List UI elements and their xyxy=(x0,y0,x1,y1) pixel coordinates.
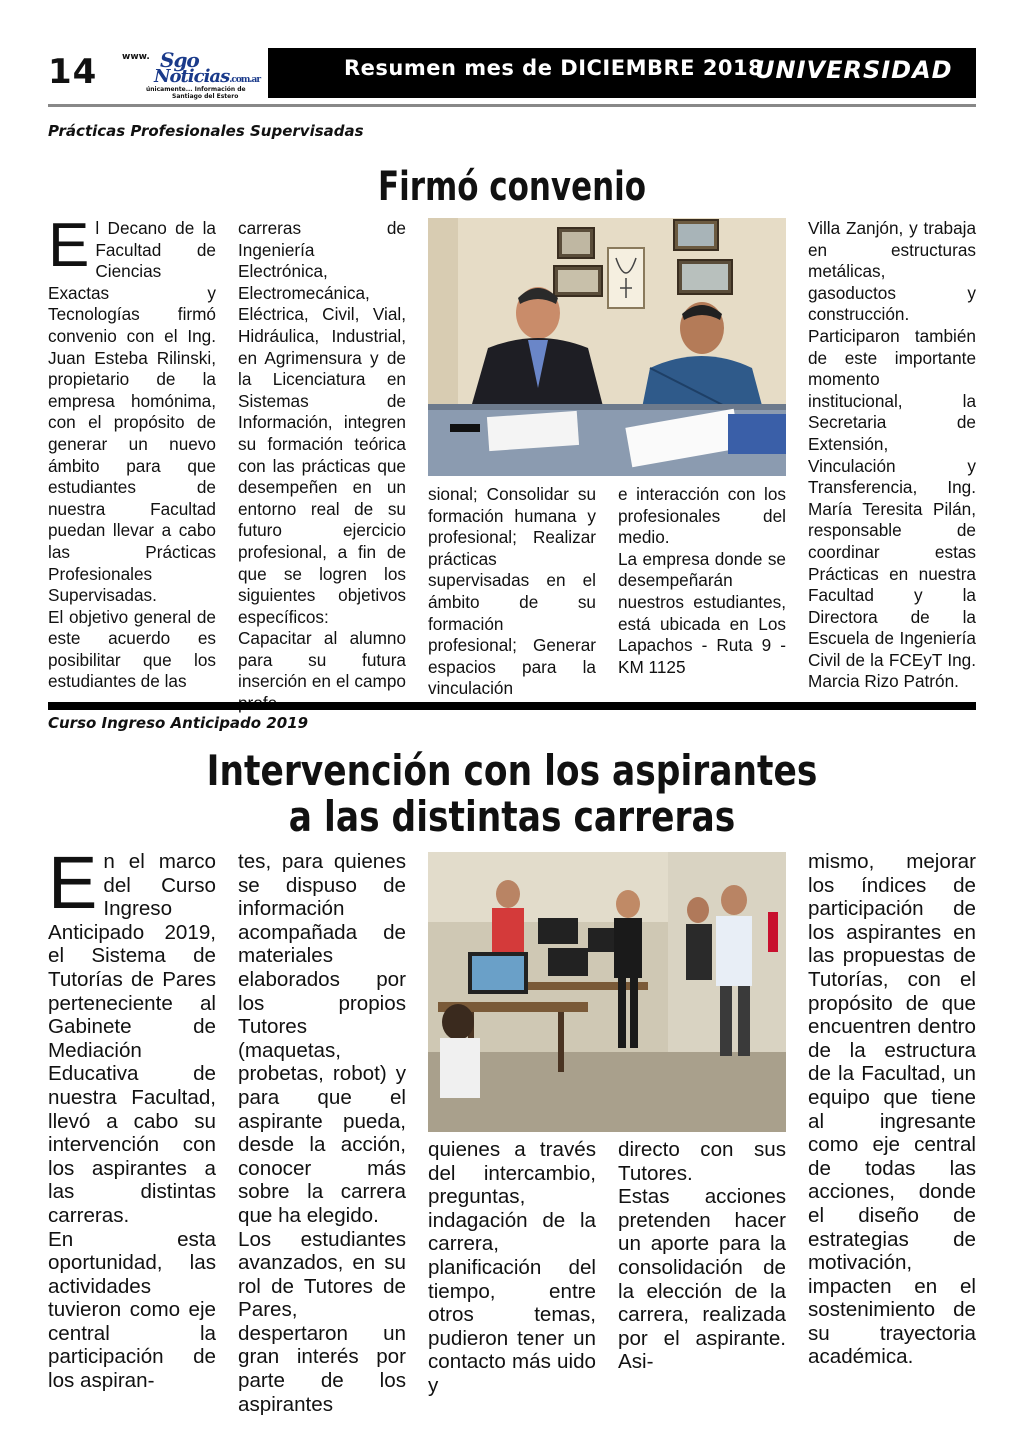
article2-paragraph: directo con sus Tutores. xyxy=(618,1138,786,1185)
signing-photo xyxy=(428,218,786,476)
article2-column-2 xyxy=(238,850,406,1416)
article2-column-1 xyxy=(48,841,216,1393)
signing-photo-illustration xyxy=(428,218,786,476)
article1-column-2 xyxy=(238,218,406,715)
article1-column-5 xyxy=(808,218,976,693)
logo-sgo: Sgo xyxy=(160,48,199,72)
article1-paragraph: carreras de Ingeniería Electrónica, Electromecánica, Eléctrica, Civil, Vial, Hidráulica, Industrial, en Agrimensura y de la Licenciatura en Sistemas de Información, integren su formación teórica con las prácticas que desempeñen en un entorno real de su futuro ejercicio profesional, a fin de que se logren los siguientes objetivos específicos: Capacitar al alumno para su futura inserción en el campo xyxy=(238,218,406,692)
article1-paragraph: e interacción con los profesionales del medio. xyxy=(618,484,786,548)
article1-paragraph: El objetivo general de este acuerdo es posibilitar que los estudiantes de las xyxy=(48,606,216,692)
article1-kicker: Prácticas Profesionales Supervisadas xyxy=(48,122,364,140)
site-logo xyxy=(122,48,270,102)
article2-paragraph: tes, para quienes se dispuso de información acompañada de materiales elaborados por los propios Tutores (maquetas, probetas, robot) y para que el aspirante pueda, desde la acción, conocer más sobre la carrera que ha elegido. xyxy=(238,850,406,1227)
article1-paragraph: sional; Consolidar su formación humana y profesional; Realizar prácticas supervisadas en el ámbito de su formación profesional; Generar espacios para la vinculación xyxy=(428,484,596,699)
logo-noticias-text: Noticias xyxy=(154,66,230,87)
article2-paragraph: mismo, mejorar los índices de participación de los aspirantes en las propuestas de Tutorías, con el propósito de que encuentren dentro de la estructura de la Facultad, un equipo que tiene al ingresante como eje central de todas las acciones, donde el diseño de estrategias de motivación, impacten en el sostenimiento de su trayectoria académica. xyxy=(808,850,976,1369)
article2-column-3 xyxy=(428,1138,596,1398)
article2-dropcap: E xyxy=(48,841,98,924)
article2-paragraph: n el marco del Curso Ingreso Anticipado 2019, el Sistema de Tutorías de Pares perteneciente al Gabinete de Mediación Educativa de nuestra Facultad, llevó a cabo su intervención con los aspirantes a las distintas carreras. xyxy=(48,850,216,1227)
article1-title: Firmó convenio xyxy=(377,164,646,210)
section-name: UNIVERSIDAD xyxy=(755,56,953,84)
article2-paragraph: En esta oportunidad, las actividades tuvieron como eje central la participación de los aspiran- xyxy=(48,1227,216,1393)
article2-title-line-1: Intervención con los aspirantes xyxy=(206,746,818,795)
article2-title-line-2: a las distintas carreras xyxy=(288,792,736,841)
article1-paragraph: l Decano de la Facultad de Ciencias Exactas y Tecnologías firmó convenio con el Ing. Juan Esteba Rilinski, propietario de la empresa homónima, con el propósito de generar un nuevo ámbito para que estudiantes de nuestra Facultad puedan llevar a cabo las Prácticas Profesionales Supervisadas. xyxy=(48,218,216,606)
article2-kicker: Curso Ingreso Anticipado 2019 xyxy=(48,714,309,732)
article1-dropcap: E xyxy=(48,211,90,280)
article-divider xyxy=(48,702,976,710)
logo-www: www. xyxy=(122,52,150,62)
article2-column-4 xyxy=(618,1138,786,1374)
logo-tagline-2: Santiago del Estero xyxy=(172,93,239,100)
article1-paragraph: La empresa donde se desempeñarán nuestros estudiantes, está ubicada en Los Lapachos - Ruta 9 - KM 1125 xyxy=(618,548,786,677)
article1-paragraph: Participaron también de este importante momento institucional, la Secretaria de Extensión, Vinculación y Transferencia, Ing. María Teresita Pilán, responsable de coordinar estas Prácticas en nuestra Facultad y la Directora de la Escuela de Ingeniería Civil de la FCEyT Ing. Marcia Rizo Patrón. xyxy=(808,325,976,692)
issue-summary: Resumen mes de DICIEMBRE 2018 xyxy=(344,56,764,80)
logo-domain: .com.ar xyxy=(229,75,261,85)
article2-paragraph: Los estudiantes avanzados, en su rol de Tutores de Pares, despertaron un gran interés por parte de los aspirantes xyxy=(238,1227,406,1416)
classroom-photo-illustration xyxy=(428,852,786,1132)
article1-column-3 xyxy=(428,484,596,700)
article2-paragraph: quienes a través del intercambio, preguntas, indagación de la carrera, planificación del tiempo, entre otros temas, pudieron tener un contacto más uido y xyxy=(428,1138,596,1397)
logo-tagline-1: únicamente... Información de xyxy=(146,86,246,93)
page-number: 14 xyxy=(48,52,98,92)
header-divider xyxy=(48,104,976,107)
article1-column-1 xyxy=(48,211,216,693)
article2-column-5 xyxy=(808,850,976,1369)
article2-paragraph: Estas acciones pretenden hacer un aporte para la consolidación de la elección de la carrera, realizada por el aspirante. Asi- xyxy=(618,1185,786,1374)
logo-noticias xyxy=(154,66,260,87)
classroom-photo xyxy=(428,852,786,1132)
article1-column-4 xyxy=(618,484,786,678)
article1-paragraph: Villa Zanjón, y trabaja en estructuras metálicas, gasoductos y construcción. xyxy=(808,218,976,325)
